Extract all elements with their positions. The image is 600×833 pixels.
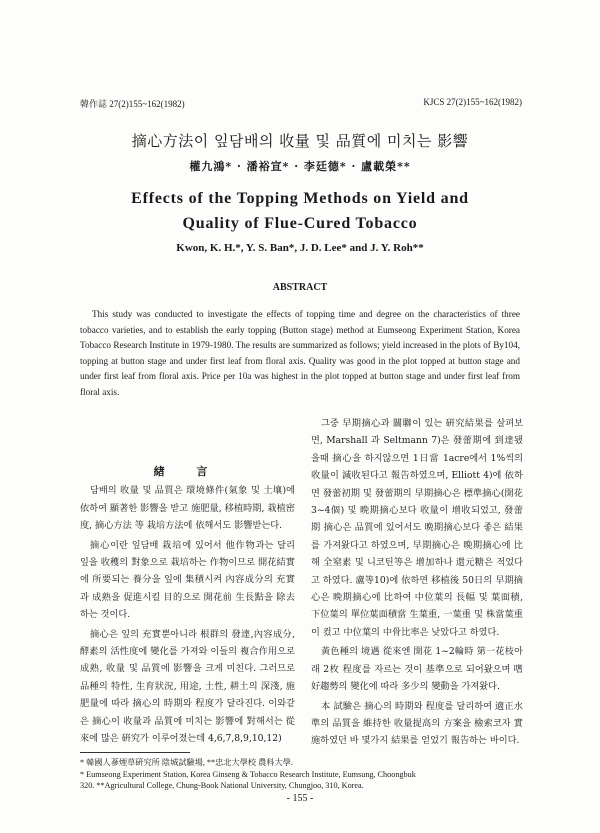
title-korean: 摘心方法이 잎담배의 收量 및 品質에 미치는 影響 (131, 132, 469, 150)
footnote-divider (80, 752, 190, 753)
footnote-line-2: * Eumseong Experiment Station, Korea Ginseng & Tobacco Research Institute, Eumsung, Choongbuk (80, 769, 416, 779)
right-paragraph-2: 黃色種의 境遇 從來엔 開花 1~2輪時 第一花枝아래 2枚 程度를 자르는 것이 基準으로 되어왔으며 嗜好趨勢의 變化에 따라 多少의 變動을 가져왔다. (311, 646, 523, 693)
authors-korean: 權九鴻* · 潘裕宣* · 李廷德* · 盧載榮** (189, 160, 411, 173)
section-heading: 緖 言 (153, 465, 222, 478)
left-paragraph-1: 담배의 收量 및 品質은 環境條件(氣象 및 土壤)에 依하여 顯著한 影響을 받고 施肥量, 移植時期, 栽植密度, 摘心方法 等 栽培方法에 依해서도 影響받는다. (80, 485, 295, 532)
right-paragraph-3: 本 試驗은 摘心의 時期와 程度를 달리하여 適正水準의 品質을 維持한 收量提高의 方案을 檢索코자 實施하였던 바 몇가지 結果를 얻었기 報告하는 바이다. (311, 700, 523, 747)
title-english-line2: Quality of Flue-Cured Tobacco (182, 215, 418, 232)
right-paragraph-1: 그중 早期摘心과 關聯이 있는 硏究結果를 살펴보면, Marshall 과 Seltmann 7)은 發蕾期에 到達됐을때 摘心을 하지않으면 1日當 1acre에서 1%씩의 收量이 減收된다고 報告하였으며, Elliott 4)에 依하면 發蕾初期 및 發蕾期의 早期摘心은 標準摘心(開花3~4個) 및 晩期摘心보다 收量이 增收되었고, 發蕾期 摘心은 品質에 있어서도 晩期摘心보다 좋은 結果를 가져왔다고 하였으며, 早期摘心은 晩期摘心에 比해 全窒素 및 니코틴等은 增加하나 還元糖은 적었다고 하였다. 盧等10)에 依하면 移植後 50日의 早期摘心은 晩期摘心에 比하여 中位葉의 長幅 및 葉面積, 下位葉의 單位葉面積當 生葉重, 一葉重 및 株當葉重이 컸고 中位葉의 中骨比率은 낮았다고 하였다. (311, 418, 523, 638)
left-paragraph-3: 摘心은 잎의 充實뿐아니라 根群의 發達,內容成分,酵素의 活性度에 變化를 가져와 이들의 複合作用으로 成熟, 收量 및 品質에 影響을 크게 미친다. 그러므로 品種의 特性, 生育狀況, 用途, 土性, 耕土의 深淺, 施肥量에 따라 摘心의 時期와 程度가 달라진다. 이와같은 摘心이 收量과 品質에 미치는 影響에 對해서는 從來에 많은 硏究가 이루어졌는데 4,6,7,8,9,10,12) (80, 628, 295, 745)
footnote-line-3: 320. **Agricultural College, Chung-Book National University, Chungjoo, 310, Korea. (80, 781, 364, 790)
page-number: - 155 - (286, 793, 314, 804)
footnotes (80, 757, 530, 792)
right-column (311, 415, 523, 752)
footnote-line-1: * 韓國人蔘煙草硏究所 陰城試驗場, **忠北大學校 農科大學. (80, 758, 293, 767)
running-head-right: KJCS 27(2)155~162(1982) (423, 97, 522, 107)
left-column (80, 463, 295, 750)
authors-english: Kwon, K. H.*, Y. S. Ban*, J. D. Lee* and J. Y. Roh** (176, 242, 424, 254)
running-head-left: 韓作誌 27(2)155~162(1982) (80, 99, 185, 109)
title-english (0, 186, 600, 236)
abstract-heading: ABSTRACT (272, 282, 328, 293)
title-english-line1: Effects of the Topping Methods on Yield and (131, 190, 469, 207)
left-paragraph-2: 摘心이란 잎담배 栽培에 있어서 他作物과는 달리 잎을 收穫의 對象으로 栽培하는 作物이므로 開花結實에 所要되는 養分을 잎에 集積시켜 內容成分의 充實과 成熟을 促進시킬 目的으로 開花前 生長點을 除去하는 것이다. (80, 539, 295, 621)
abstract-text: This study was conducted to investigate the effects of topping time and degree on the characteristics of three tobacco varieties, and to establish the early topping (Button stage) method at Eumseong Experiment Station, Korea Tobacco Research Institute in 1979-1980. The results are summarized as follows; yield increased in the plots of By104, topping at button stage and under first leaf from floral axis. Quality was good in the plot topped at button stage and under first leaf from floral axis. Price per 10a was highest in the plot topped at button stage and under first leaf from floral axis. (80, 309, 520, 397)
